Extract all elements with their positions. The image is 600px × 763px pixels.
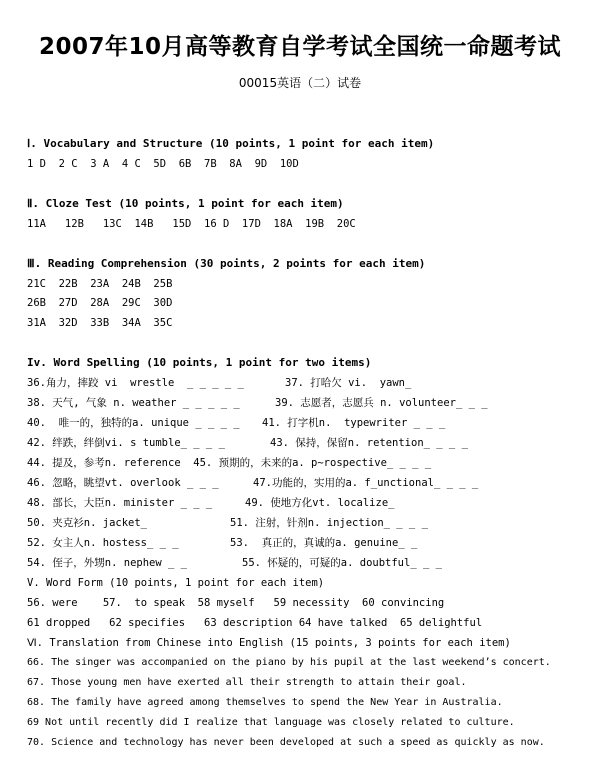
spelling-heading: Iv. Word Spelling (10 points, 1 point for two items) (27, 356, 372, 369)
translation-item-70: 70. Science and technology has never been developed at such a speed as quickly as now. (27, 737, 545, 748)
spelling-item-36: 36.角力，摔跤 vi wrestle _ _ _ _ _ (27, 377, 244, 389)
spelling-item-55: 55. 怀疑的，可疑的a. doubtful_ _ _ (242, 557, 442, 569)
spelling-item-49: 49. 使地方化vt. localize_ (245, 497, 395, 509)
spelling-item-52: 52. 女主人n. hostess_ _ _ (27, 537, 179, 549)
spelling-item-42: 42. 绊跌，绊倒vi. s tumble_ _ _ _ (27, 437, 225, 449)
spelling-item-44-45: 44. 提及，参考n. reference 45. 预期的，未来的a. p~rospective_ _ _ _ (27, 457, 432, 469)
exam-title: 2007年10月高等教育自学考试全国统一命题考试 (38, 34, 562, 60)
reading-answers-row-2: 26B 27D 28A 29C 30D (27, 297, 173, 309)
translation-item-67: 67. Those young men have exerted all their strength to attain their goal. (27, 677, 467, 688)
spelling-item-46: 46. 忽略，眺望vt. overlook _ _ _ (27, 477, 219, 489)
spelling-item-47: 47.功能的，实用的a. f_unctional_ _ _ _ (253, 477, 479, 489)
spelling-item-41: 41. 打字机n. typewriter _ _ _ (262, 417, 446, 429)
spelling-item-38: 38. 天气, 气象 n. weather _ _ _ _ _ (27, 397, 240, 409)
spelling-item-50: 50. 夹克衫n. jacket_ (27, 517, 148, 529)
wordform-heading: V. Word Form (10 points, 1 point for each item) (27, 577, 325, 589)
spelling-item-51: 51. 注射，针剂n. injection_ _ _ _ (230, 517, 428, 529)
vocab-heading: Ⅰ. Vocabulary and Structure (10 points, 1 point for each item) (27, 137, 435, 150)
reading-answers-row-1: 21C 22B 23A 24B 25B (27, 278, 173, 290)
spelling-item-48: 48. 部长，大臣n. minister _ _ _ (27, 497, 213, 509)
reading-answers-row-3: 31A 32D 33B 34A 35C (27, 317, 173, 329)
spelling-item-54: 54. 侄子，外甥n. nephew _ _ (27, 557, 187, 569)
spelling-item-43: 43. 保持，保留n. retention_ _ _ _ (270, 437, 468, 449)
spelling-item-37: 37. 打哈欠 vi. yawn_ (285, 377, 412, 389)
translation-heading: Ⅵ. Translation from Chinese into English (15 points, 3 points for each item) (27, 637, 511, 649)
translation-item-68: 68. The family have agreed among themselves to spend the New Year in Australia. (27, 697, 503, 708)
spelling-item-39: 39. 志愿者，志愿兵 n. volunteer_ _ _ (275, 397, 488, 409)
cloze-heading: Ⅱ. Cloze Test (10 points, 1 point for each item) (27, 197, 344, 210)
wordform-answers-row-1: 56. were 57. to speak 58 myself 59 necessity 60 convincing (27, 597, 445, 609)
translation-item-69: 69 Not until recently did I realize that language was closely related to culture. (27, 717, 515, 728)
spelling-item-40: 40. 唯一的，独特的a. unique _ _ _ _ (27, 417, 240, 429)
translation-item-66: 66. The singer was accompanied on the piano by his pupil at the last weekend’s concert. (27, 657, 551, 668)
reading-heading: Ⅲ. Reading Comprehension (30 points, 2 points for each item) (27, 257, 426, 270)
cloze-answers: 11A 12B 13C 14B 15D 16 D 17D 18A 19B 20C (27, 218, 356, 230)
spelling-item-53: 53. 真正的，真诚的a. genuine_ _ (230, 537, 418, 549)
vocab-answers: 1 D 2 C 3 A 4 C 5D 6B 7B 8A 9D 10D (27, 158, 299, 170)
wordform-answers-row-2: 61 dropped 62 specifies 63 description 64 have talked 65 delightful (27, 617, 483, 629)
exam-subtitle: 00015英语（二）试卷 (238, 76, 362, 90)
